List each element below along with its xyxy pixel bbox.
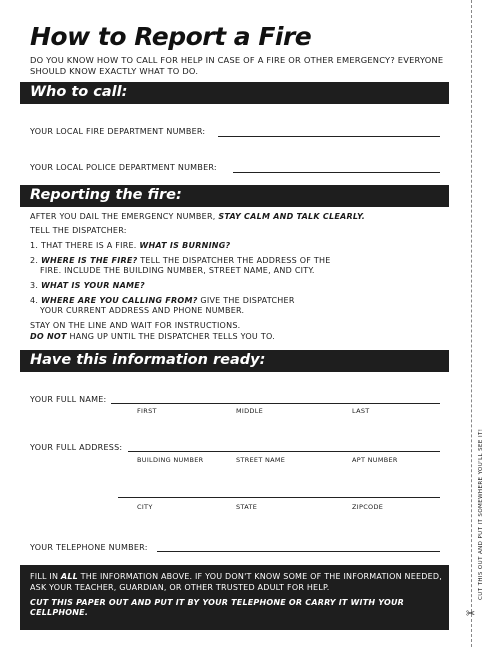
full-address-label: YOUR FULL ADDRESS: <box>30 443 123 452</box>
list-item <box>30 241 230 250</box>
list-item-continuation: FIRE. INCLUDE THE BUILDING NUMBER, STREET NAME, AND CITY. <box>40 266 315 275</box>
apt-number-caption: APT NUMBER <box>352 456 398 464</box>
item-emphasis: WHERE IS THE FIRE? <box>40 256 138 265</box>
list-item-continuation: YOUR CURRENT ADDRESS AND PHONE NUMBER. <box>40 306 245 315</box>
instruction-text: AFTER YOU DAIL THE EMERGENCY NUMBER, <box>30 212 216 221</box>
footer-text: THE INFORMATION ABOVE. IF YOU DON'T KNOW SOME OF THE INFORMATION NEEDED, ASK YOUR TEACHER, GUARDIAN, OR OTHER TRUSTED ADULT FOR HELP. <box>30 572 442 592</box>
last-name-caption: LAST <box>352 407 370 415</box>
item-emphasis: WHERE ARE YOU CALLING FROM? <box>40 296 198 305</box>
stay-on-line: STAY ON THE LINE AND WAIT FOR INSTRUCTIONS. <box>30 321 241 330</box>
fill-in-instructions <box>30 572 442 593</box>
section-title: Who to call: <box>30 84 128 100</box>
item-emphasis: WHAT IS YOUR NAME? <box>40 281 145 290</box>
building-number-caption: BUILDING NUMBER <box>137 456 204 464</box>
item-text: GIVE THE DISPATCHER <box>200 296 295 305</box>
section-title: Have this information ready: <box>30 352 266 368</box>
section-title: Reporting the fire: <box>30 187 182 203</box>
police-number-label: YOUR LOCAL POLICE DEPARTMENT NUMBER: <box>30 163 217 172</box>
state-caption: STATE <box>236 503 258 511</box>
middle-name-caption: MIDDLE <box>236 407 264 415</box>
footer-emphasis: ALL <box>60 572 78 581</box>
section-header-who-to-call <box>20 82 449 104</box>
instruction-emphasis: STAY CALM AND TALK CLEARLY. <box>218 212 366 221</box>
list-item <box>30 281 145 290</box>
warning-emphasis: DO NOT <box>30 332 67 341</box>
address-line-1-field[interactable] <box>128 451 440 452</box>
item-number: 3. <box>30 281 39 290</box>
page-title: How to Report a Fire <box>30 22 312 51</box>
telephone-field[interactable] <box>157 551 440 552</box>
cut-line <box>471 0 472 647</box>
first-name-caption: FIRST <box>137 407 157 415</box>
intro-text: DO YOU KNOW HOW TO CALL FOR HELP IN CASE OF A FIRE OR OTHER EMERGENCY? EVERYONE SHOULD KNOW EXACTLY WHAT TO DO. <box>30 55 444 76</box>
instruction-line <box>30 212 365 221</box>
telephone-label: YOUR TELEPHONE NUMBER: <box>30 543 148 552</box>
list-item <box>30 256 331 265</box>
city-caption: CITY <box>137 503 153 511</box>
warning-text: HANG UP UNTIL THE DISPATCHER TELLS YOU TO. <box>69 332 275 341</box>
section-header-info <box>20 350 449 372</box>
full-name-field[interactable] <box>111 403 440 404</box>
item-emphasis: WHAT IS BURNING? <box>139 241 231 250</box>
section-header-reporting <box>20 185 449 207</box>
item-number: 2. <box>30 256 39 265</box>
cut-out-instructions: CUT THIS PAPER OUT AND PUT IT BY YOUR TELEPHONE OR CARRY IT WITH YOUR CELLPHONE. <box>30 598 405 617</box>
full-name-label: YOUR FULL NAME: <box>30 395 107 404</box>
police-number-field[interactable] <box>233 172 440 173</box>
street-name-caption: STREET NAME <box>236 456 286 464</box>
footer-text: FILL IN <box>30 572 59 581</box>
item-text: TELL THE DISPATCHER THE ADDRESS OF THE <box>140 256 331 265</box>
item-number: 1. <box>30 241 39 250</box>
fire-number-field[interactable] <box>218 136 440 137</box>
item-number: 4. <box>30 296 39 305</box>
list-item <box>30 296 295 305</box>
scissors-icon: ✂ <box>466 607 476 620</box>
fire-number-label: YOUR LOCAL FIRE DEPARTMENT NUMBER: <box>30 127 206 136</box>
zipcode-caption: ZIPCODE <box>352 503 384 511</box>
address-line-2-field[interactable] <box>118 497 440 498</box>
footer-instructions <box>20 565 449 630</box>
cut-out-note: CUT THIS OUT AND PUT IT SOMEWHERE YOU'LL SEE IT! <box>478 428 484 600</box>
item-text: THAT THERE IS A FIRE. <box>40 241 137 250</box>
tell-dispatcher: TELL THE DISPATCHER: <box>30 226 127 235</box>
do-not-hang-up <box>30 332 275 341</box>
